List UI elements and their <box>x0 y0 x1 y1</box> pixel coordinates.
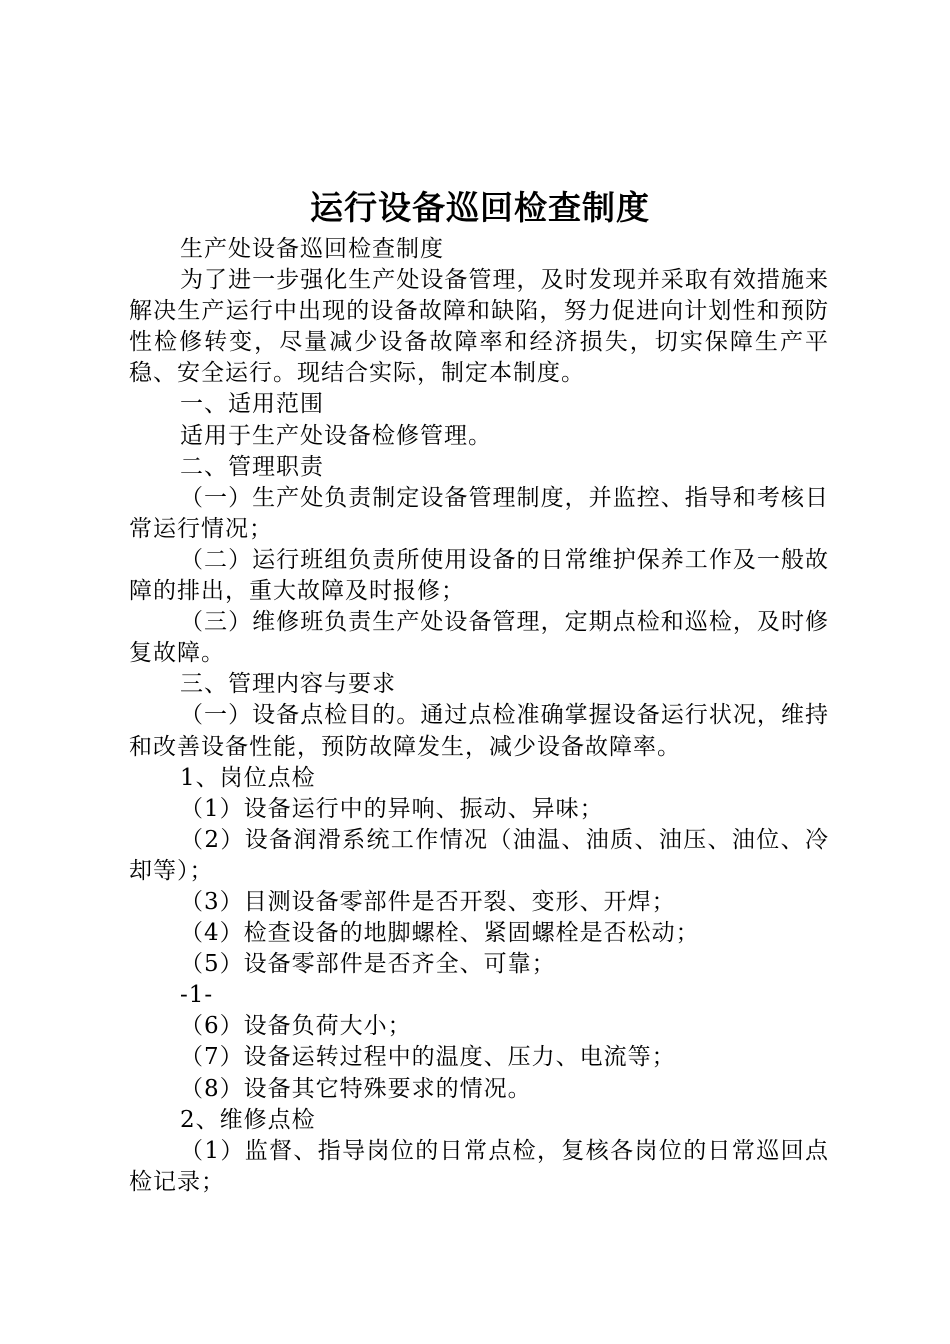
section-heading-duties: 二、管理职责 <box>180 453 324 480</box>
paragraph-scope: 适用于生产处设备检修管理。 <box>180 422 492 449</box>
list-item: （1）监督、指导岗位的日常点检，复核各岗位的日常巡回点检记录； <box>129 1137 829 1195</box>
section-heading-content: 三、管理内容与要求 <box>180 671 396 698</box>
list-item: （8）设备其它特殊要求的情况。 <box>180 1075 532 1102</box>
subheading-post-inspection: 1、岗位点检 <box>180 764 316 791</box>
paragraph-duty-1: （一）生产处负责制定设备管理制度，并监控、指导和考核日常运行情况； <box>129 484 829 542</box>
paragraph-inspection-purpose: （一）设备点检目的。通过点检准确掌握设备运行状况，维持和改善设备性能，预防故障发生，减少设备故障率。 <box>129 702 829 760</box>
list-item: （1）设备运行中的异响、振动、异味； <box>180 795 604 822</box>
list-item: （7）设备运转过程中的温度、压力、电流等； <box>180 1044 676 1071</box>
list-item: （5）设备零部件是否齐全、可靠； <box>180 951 556 978</box>
subheading-maintenance-inspection: 2、维修点检 <box>180 1106 316 1133</box>
list-item: （2）设备润滑系统工作情况（油温、油质、油压、油位、冷却等）； <box>129 826 829 884</box>
document-body <box>129 234 829 1198</box>
paragraph-subtitle: 生产处设备巡回检查制度 <box>180 236 444 262</box>
list-item: （6）设备负荷大小； <box>180 1013 412 1040</box>
list-item: （4）检查设备的地脚螺栓、紧固螺栓是否松动； <box>180 920 700 947</box>
section-heading-scope: 一、适用范围 <box>180 391 324 418</box>
paragraph-intro: 为了进一步强化生产处设备管理，及时发现并采取有效措施来解决生产运行中出现的设备故障和缺陷，努力促进向计划性和预防性检修转变，尽量减少设备故障率和经济损失，切实保障生产平稳、安全运行。现结合实际，制定本制度。 <box>129 267 829 387</box>
page-number: -1- <box>180 982 214 1009</box>
list-item: （3）目测设备零部件是否开裂、变形、开焊； <box>180 888 676 915</box>
paragraph-duty-3: （三）维修班负责生产处设备管理，定期点检和巡检，及时修复故障。 <box>129 609 829 667</box>
document-title: 运行设备巡回检查制度 <box>310 188 650 227</box>
paragraph-duty-2: （二）运行班组负责所使用设备的日常维护保养工作及一般故障的排出，重大故障及时报修； <box>129 546 829 605</box>
